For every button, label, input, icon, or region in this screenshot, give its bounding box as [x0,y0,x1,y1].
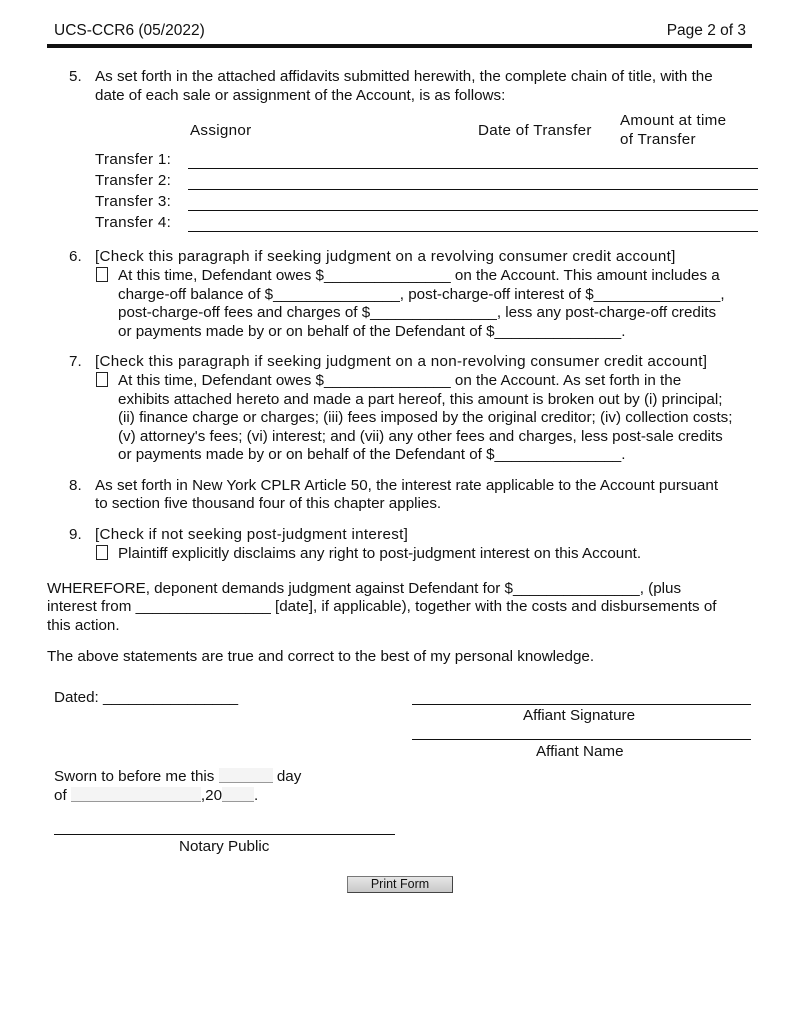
para7-number: 7. [69,353,82,370]
transfer-3-line[interactable] [188,210,758,211]
para8-number: 8. [69,477,82,494]
transfer-3-label: Transfer 3: [95,193,172,210]
day-label: day [276,768,302,785]
sworn-month-line [54,787,258,805]
para6-number: 6. [69,248,82,265]
transfer-2-label: Transfer 2: [95,172,172,189]
para5-line1: As set forth in the attached affidavits submitted herewith, the complete chain of title, with the [95,68,713,85]
para7-line4: (v) attorney's fees; (vi) interest; and (vii) any other fees and charges, less post-sale credits [118,428,723,445]
para7-line3: (ii) finance charge or charges; (iii) fees imposed by the original creditor; (iv) collection costs; [118,409,733,426]
year-period: . [254,787,259,804]
affiant-signature-line[interactable] [412,704,751,705]
para7-line1: At this time, Defendant owes $_______________ on the Account. As set forth in the [118,372,682,389]
dated-label: Dated: ________________ [54,689,239,706]
para6-heading: [Check this paragraph if seeking judgment on a revolving consumer credit account] [95,248,676,265]
para6-line2: charge-off balance of $_______________, post-charge-off interest of $_______________, [118,286,725,303]
column-assignor: Assignor [190,122,252,139]
transfer-2-line[interactable] [188,189,758,190]
para9-number: 9. [69,526,82,543]
notary-signature-line[interactable] [54,834,395,835]
transfer-4-line[interactable] [188,231,758,232]
para5-number: 5. [69,68,82,85]
para9-heading: [Check if not seeking post-judgment interest] [95,526,409,543]
affiant-name-label: Affiant Name [536,743,624,760]
sworn-text: Sworn to before me this [54,768,215,785]
para6-line4: or payments made by or on behalf of the Defendant of $_______________. [118,323,626,340]
para6-line3: post-charge-off fees and charges of $_______________, less any post-charge-off credits [118,304,717,321]
form-id: UCS-CCR6 (05/2022) [54,22,205,39]
transfer-1-label: Transfer 1: [95,151,172,168]
para6-line1: At this time, Defendant owes $_______________ on the Account. This amount includes a [118,267,720,284]
affiant-name-line[interactable] [412,739,751,740]
wherefore-line3: this action. [47,617,120,634]
para5-line2: date of each sale or assignment of the Account, is as follows: [95,87,506,104]
transfer-4-label: Transfer 4: [95,214,172,231]
wherefore-line1: WHEREFORE, deponent demands judgment against Defendant for $_______________, (plus [47,580,682,597]
para7-line5: or payments made by or on behalf of the Defendant of $_______________. [118,446,626,463]
para7-checkbox[interactable] [96,372,108,387]
affiant-signature-label: Affiant Signature [523,707,636,724]
header-rule [47,44,752,48]
of-label: of [54,787,67,804]
para7-heading: [Check this paragraph if seeking judgment on a non-revolving consumer credit account] [95,353,708,370]
para9-line1: Plaintiff explicitly disclaims any right to post-judgment interest on this Account. [118,545,642,562]
para8-line1: As set forth in New York CPLR Article 50, the interest rate applicable to the Account pursuant [95,477,719,494]
para6-checkbox[interactable] [96,267,108,282]
para9-checkbox[interactable] [96,545,108,560]
column-amount-line1: Amount at time [620,112,727,129]
transfer-1-line[interactable] [188,168,758,169]
notary-public-label: Notary Public [179,838,270,855]
wherefore-line2: interest from ________________ [date], if applicable), together with the costs and disbursements of [47,598,717,615]
column-date-of-transfer: Date of Transfer [478,122,592,139]
para8-line2: to section five thousand four of this chapter applies. [95,495,442,512]
para7-line2: exhibits attached hereto and made a part hereof, this amount is broken out by (i) principal; [118,391,723,408]
sworn-label [54,768,301,786]
sworn-day-field[interactable] [219,768,273,783]
column-amount-line2: of Transfer [620,131,696,148]
print-form-button[interactable]: Print Form [347,876,453,893]
sworn-month-field[interactable] [71,787,201,802]
page-number: Page 2 of 3 [666,22,746,39]
page-header [54,22,746,44]
year-label: ,20 [200,787,223,804]
true-statement: The above statements are true and correct to the best of my personal knowledge. [47,648,595,665]
sworn-year-field[interactable] [222,787,254,802]
